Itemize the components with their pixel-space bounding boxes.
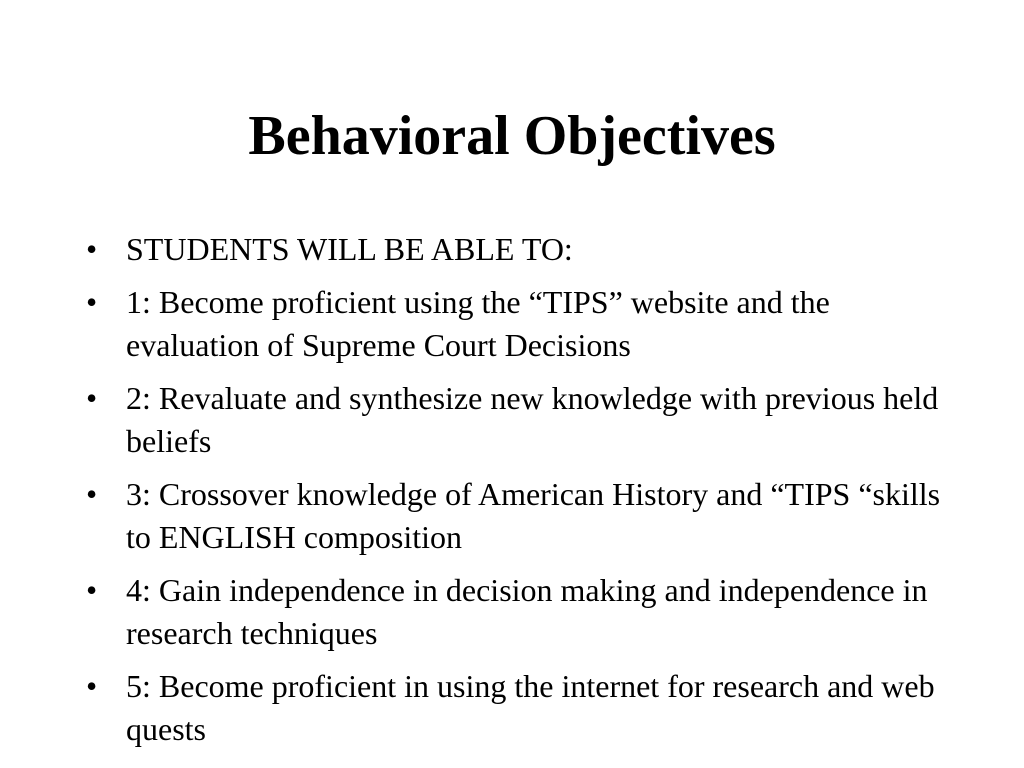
bullet-item — [86, 665, 946, 751]
bullet-text: 1: Become proficient using the “TIPS” website and the evaluation of Supreme Court Decisions — [126, 284, 830, 363]
slide-title: Behavioral Objectives — [248, 105, 776, 167]
bullet-list — [86, 228, 946, 761]
bullet-text: 5: Become proficient in using the internet for research and web quests — [126, 668, 935, 747]
bullet-dot-icon: • — [86, 284, 98, 320]
bullet-text: 3: Crossover knowledge of American History and “TIPS “skills to ENGLISH composition — [126, 476, 941, 555]
bullet-dot-icon: • — [86, 668, 98, 704]
bullet-dot-icon: • — [86, 380, 98, 416]
bullet-dot-icon: • — [86, 231, 98, 267]
bullet-text: 4: Gain independence in decision making and independence in research techniques — [126, 572, 928, 651]
bullet-item — [86, 569, 946, 655]
bullet-item — [86, 228, 946, 271]
bullet-dot-icon: • — [86, 572, 98, 608]
bullet-item — [86, 473, 946, 559]
bullet-item — [86, 281, 946, 367]
bullet-dot-icon: • — [86, 476, 98, 512]
bullet-text: 2: Revaluate and synthesize new knowledge with previous held beliefs — [126, 380, 939, 459]
bullet-item — [86, 377, 946, 463]
bullet-text: STUDENTS WILL BE ABLE TO: — [126, 231, 573, 267]
